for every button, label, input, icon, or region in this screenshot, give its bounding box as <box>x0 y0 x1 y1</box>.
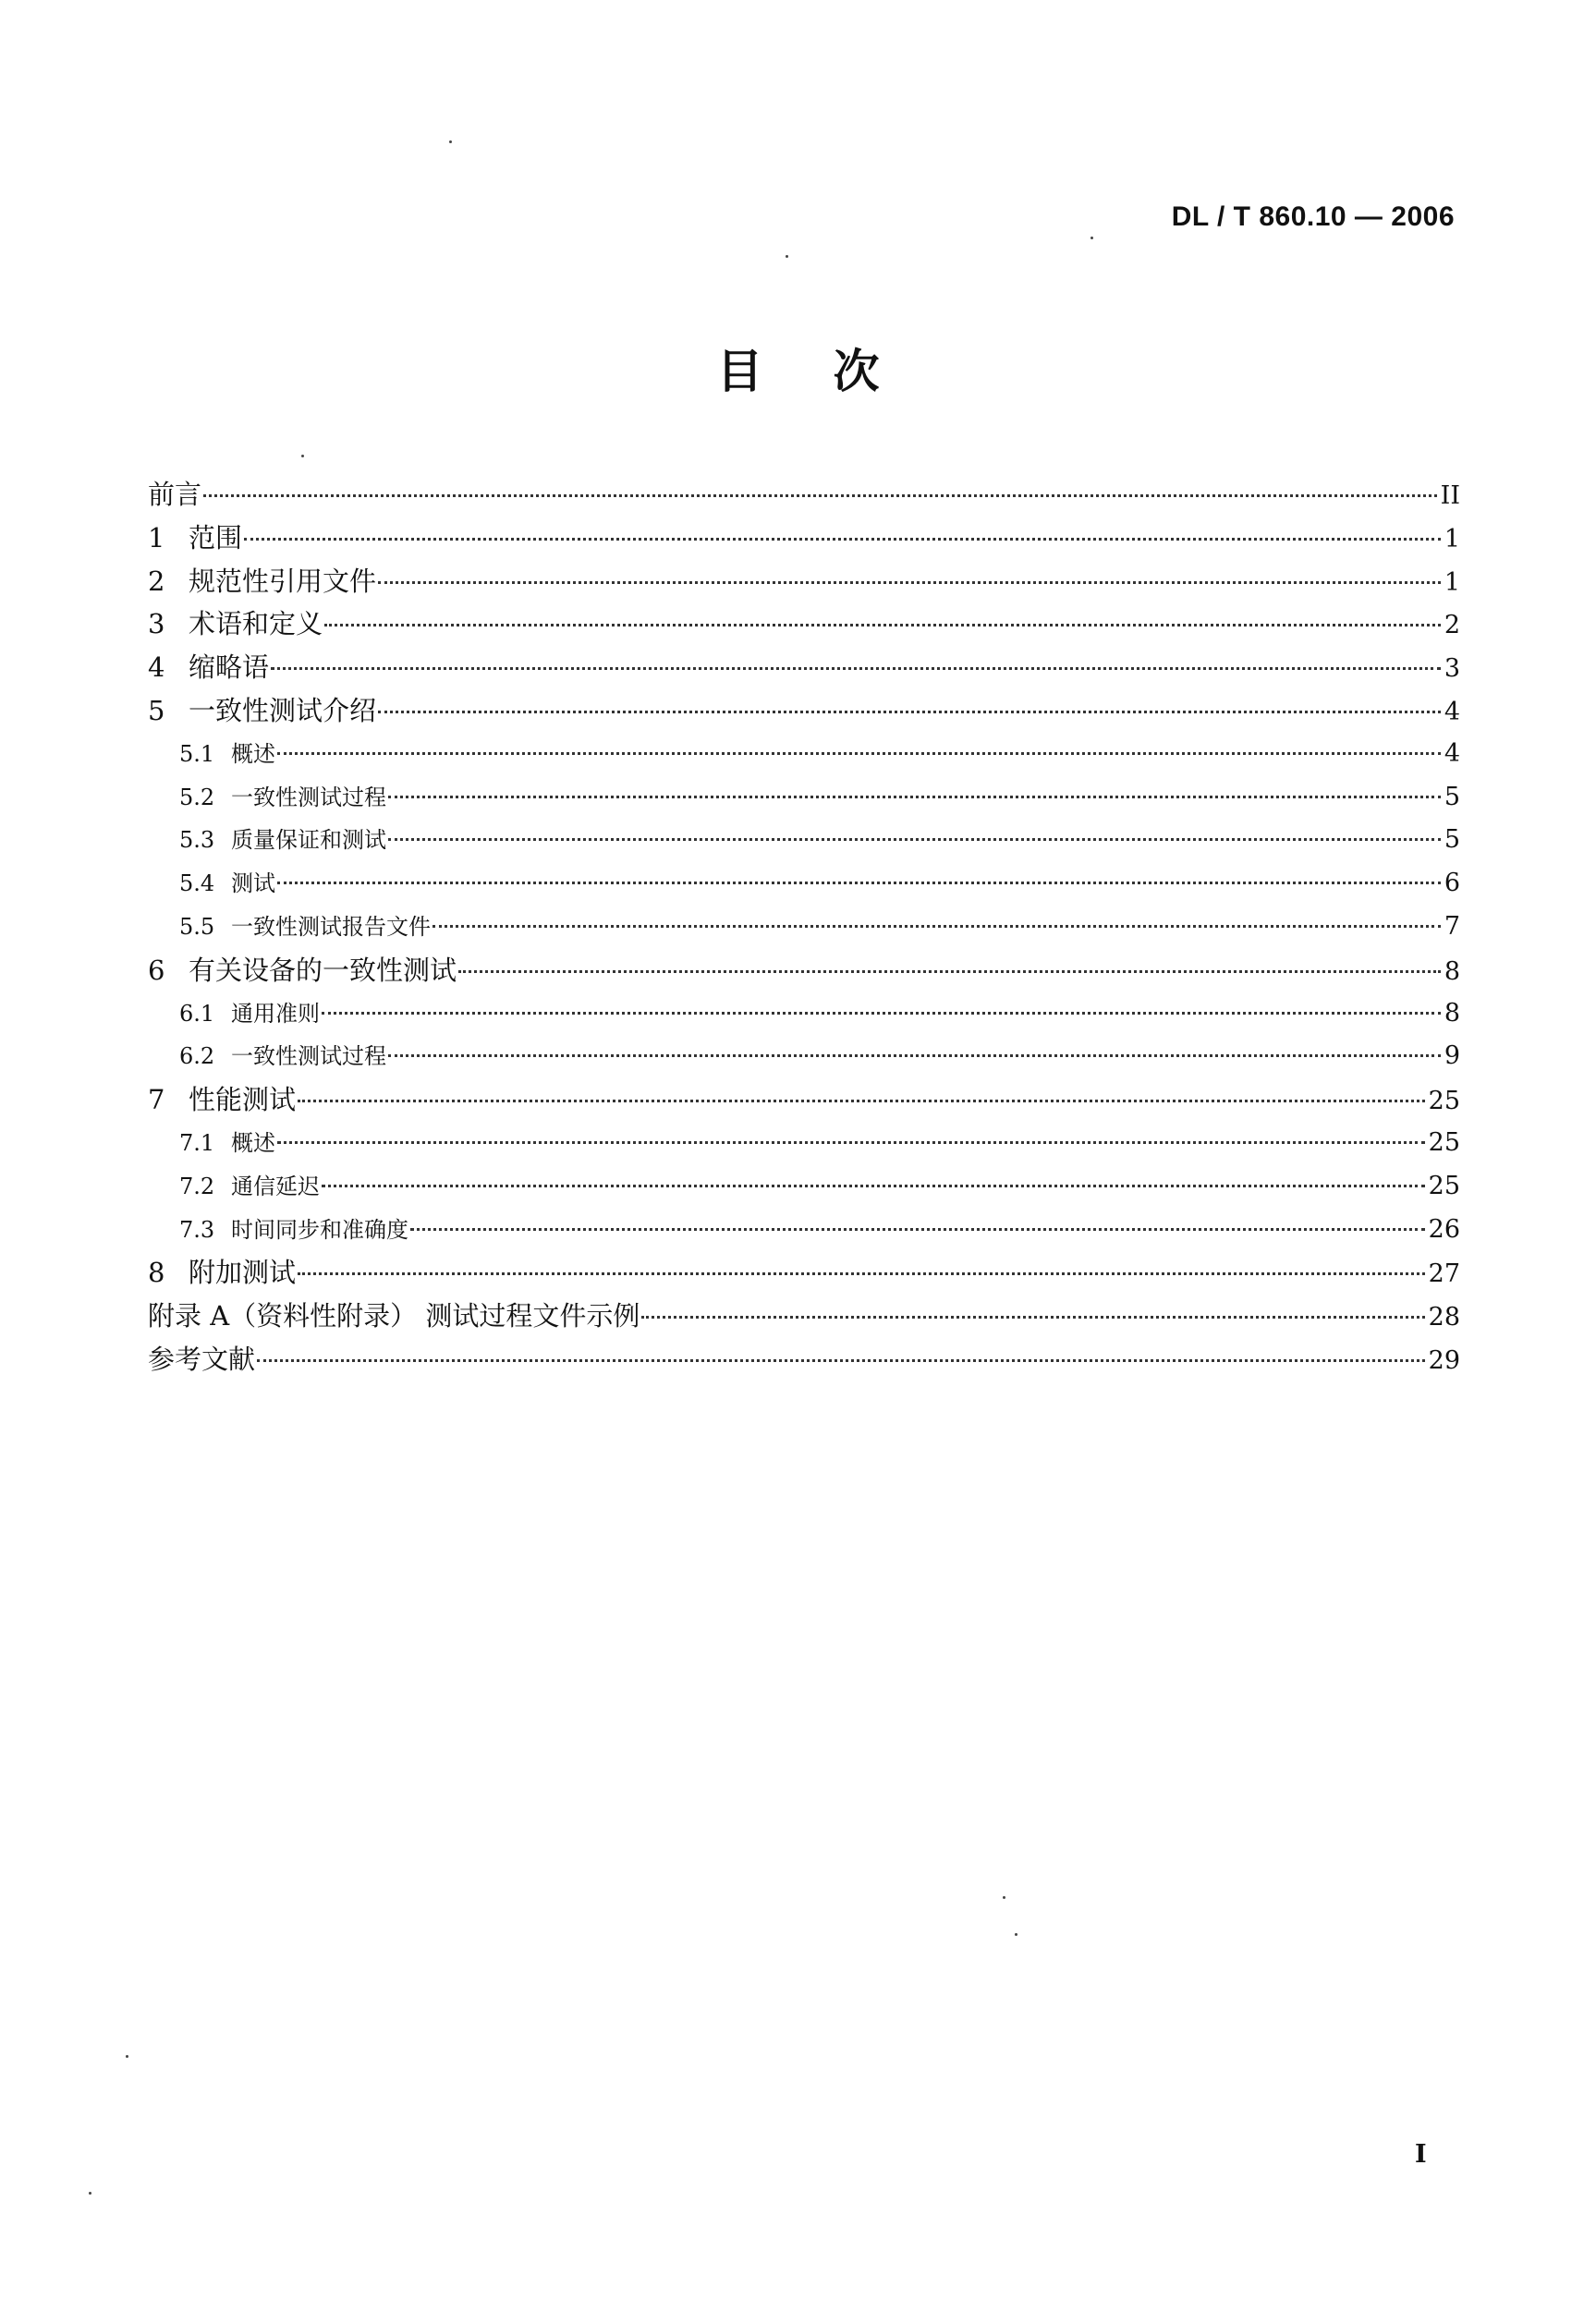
toc-dot-leader <box>277 882 1441 884</box>
scan-speck <box>449 140 452 143</box>
toc-dot-leader <box>458 970 1441 973</box>
toc-entry-number: 7 <box>148 1084 165 1116</box>
toc-dot-leader <box>433 925 1441 928</box>
toc-entry[interactable] <box>148 1338 1460 1381</box>
toc-entry-number: 5.5 <box>179 913 215 940</box>
toc-entry-label: 参考文献 <box>148 1343 256 1375</box>
toc-entry[interactable] <box>148 689 1460 733</box>
toc-entry-number: 4 <box>148 651 165 684</box>
toc-dot-leader <box>324 624 1441 626</box>
scan-speck <box>1090 237 1093 239</box>
toc-entry-label: 缩略语 <box>189 651 270 684</box>
toc-dot-leader <box>203 494 1437 497</box>
toc-entry-number: 8 <box>148 1257 165 1289</box>
toc-entry[interactable] <box>148 776 1460 820</box>
scan-speck <box>1003 1896 1005 1899</box>
toc-entry-page: 4 <box>1444 697 1460 726</box>
toc-entry[interactable] <box>148 473 1460 517</box>
toc-entry-page: 1 <box>1444 524 1460 553</box>
toc-entry-label: 质量保证和测试 <box>231 827 386 854</box>
toc-entry-number: 1 <box>148 521 165 553</box>
toc-entry-page: 6 <box>1444 869 1460 898</box>
toc-entry[interactable] <box>148 646 1460 689</box>
toc-entry-label: 一致性测试过程 <box>231 1043 386 1070</box>
toc-entry[interactable] <box>148 517 1460 560</box>
toc-entry-number: 5.4 <box>179 870 215 897</box>
toc-dot-leader <box>271 667 1441 670</box>
toc-entry-page: 5 <box>1444 825 1460 855</box>
toc-dot-leader <box>378 581 1441 584</box>
page-number: I <box>1415 2140 1427 2169</box>
table-of-contents <box>148 473 1460 1381</box>
toc-dot-leader <box>388 838 1441 841</box>
toc-entry-label: 一致性测试报告文件 <box>231 913 431 940</box>
toc-dot-leader <box>298 1100 1425 1102</box>
toc-entry-page: 26 <box>1428 1214 1460 1244</box>
toc-entry-label: 规范性引用文件 <box>189 565 377 597</box>
toc-entry[interactable] <box>148 1035 1460 1078</box>
scan-speck <box>89 2192 91 2195</box>
toc-entry-number: 6 <box>148 954 165 986</box>
toc-entry-page: 4 <box>1444 738 1460 768</box>
toc-entry-label: 一致性测试过程 <box>231 784 386 810</box>
toc-entry-number: 7.1 <box>179 1129 215 1156</box>
scan-speck <box>126 2055 128 2058</box>
toc-entry-label: 概述 <box>231 740 275 767</box>
toc-entry[interactable] <box>148 949 1460 992</box>
toc-entry-page: 1 <box>1444 567 1460 597</box>
toc-entry-page: 8 <box>1444 956 1460 986</box>
toc-entry[interactable] <box>148 906 1460 949</box>
toc-entry-label: 通信延迟 <box>231 1173 320 1199</box>
toc-entry-page: 3 <box>1444 654 1460 684</box>
toc-entry-page: 25 <box>1428 1087 1460 1116</box>
standard-code: DL / T 860.10 — 2006 <box>1171 201 1455 232</box>
toc-entry-label: 通用准则 <box>231 1000 320 1027</box>
toc-entry[interactable] <box>148 1295 1460 1338</box>
toc-dot-leader <box>388 796 1441 798</box>
toc-dot-leader <box>277 752 1441 755</box>
toc-entry-label: 附加测试 <box>189 1257 297 1289</box>
toc-dot-leader <box>298 1272 1425 1275</box>
toc-dot-leader <box>410 1228 1425 1231</box>
toc-entry[interactable] <box>148 992 1460 1036</box>
toc-dot-leader <box>322 1185 1425 1187</box>
toc-dot-leader <box>277 1141 1425 1144</box>
toc-entry-page: 2 <box>1444 611 1460 640</box>
scan-speck <box>786 255 788 258</box>
scan-speck <box>1015 1933 1017 1936</box>
toc-entry-page: 25 <box>1428 1171 1460 1200</box>
toc-entry[interactable] <box>148 1122 1460 1165</box>
toc-entry-label: 范围 <box>189 521 243 553</box>
toc-entry-page: 7 <box>1444 911 1460 941</box>
toc-entry-label: 前言 <box>148 479 202 510</box>
toc-entry-number: 6.2 <box>179 1043 215 1070</box>
toc-entry-label: 时间同步和准确度 <box>231 1216 408 1243</box>
toc-entry[interactable] <box>148 1165 1460 1209</box>
toc-entry-label: 一致性测试介绍 <box>189 694 377 726</box>
toc-entry-number: 2 <box>148 565 165 597</box>
toc-entry-number: 5.1 <box>179 740 215 767</box>
toc-entry-number: 5 <box>148 694 165 726</box>
toc-entry-number: 5.3 <box>179 827 215 854</box>
toc-entry-page: 8 <box>1444 998 1460 1028</box>
toc-dot-leader <box>244 538 1441 541</box>
toc-dot-leader <box>322 1012 1441 1015</box>
toc-entry[interactable] <box>148 733 1460 776</box>
toc-entry-page: 29 <box>1428 1345 1460 1375</box>
toc-entry-number: 3 <box>148 608 165 640</box>
toc-entry-page: II <box>1440 481 1460 510</box>
toc-dot-leader <box>257 1359 1425 1362</box>
toc-entry[interactable] <box>148 560 1460 603</box>
scan-speck <box>301 455 304 457</box>
toc-entry-number: 6.1 <box>179 1000 215 1027</box>
toc-entry-page: 25 <box>1428 1127 1460 1157</box>
toc-entry-number: 7.3 <box>179 1216 215 1243</box>
toc-entry-page: 9 <box>1444 1041 1460 1071</box>
toc-entry-number: 7.2 <box>179 1173 215 1199</box>
toc-entry-label: 测试 <box>231 870 275 897</box>
toc-entry-page: 28 <box>1428 1303 1460 1332</box>
toc-title: 目次 <box>716 344 950 398</box>
toc-entry-label: 概述 <box>231 1129 275 1156</box>
toc-entry-label: 有关设备的一致性测试 <box>189 954 457 986</box>
toc-entry[interactable] <box>148 1209 1460 1252</box>
toc-dot-leader <box>378 711 1441 713</box>
toc-entry-label: 性能测试 <box>189 1084 297 1116</box>
toc-entry[interactable] <box>148 1078 1460 1122</box>
toc-entry[interactable] <box>148 819 1460 862</box>
toc-entry-number: 5.2 <box>179 784 215 810</box>
toc-dot-leader <box>388 1054 1441 1057</box>
toc-entry-label: 附录 A（资料性附录） 测试过程文件示例 <box>148 1300 640 1332</box>
toc-entry[interactable] <box>148 862 1460 906</box>
toc-entry-page: 5 <box>1444 782 1460 811</box>
toc-entry-label: 术语和定义 <box>189 608 323 640</box>
toc-entry[interactable] <box>148 1251 1460 1295</box>
toc-entry-page: 27 <box>1428 1259 1460 1289</box>
toc-entry[interactable] <box>148 602 1460 646</box>
toc-dot-leader <box>641 1316 1424 1319</box>
